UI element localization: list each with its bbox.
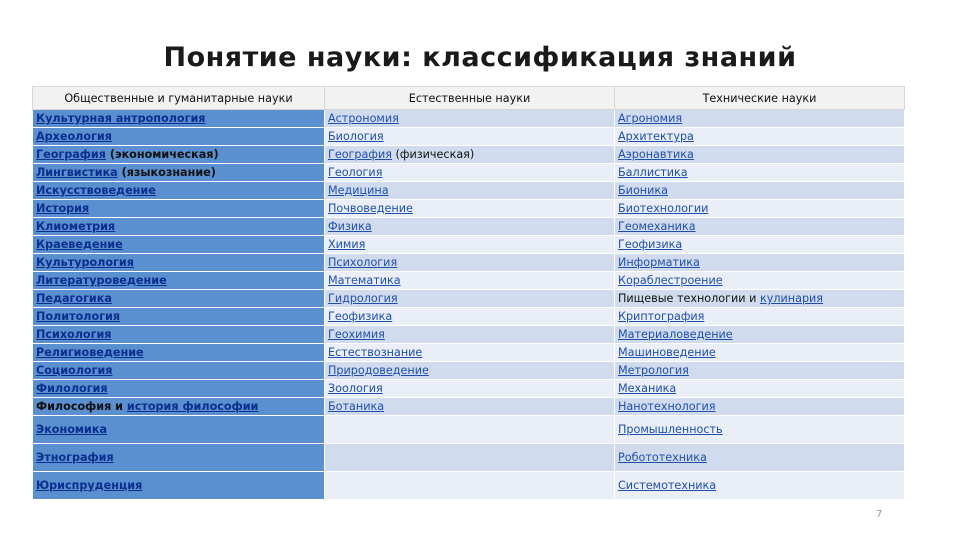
- natural-science-cell: [325, 290, 615, 308]
- natural-science-cell: [325, 128, 615, 146]
- header-natural-sciences: Естественные науки: [325, 87, 615, 110]
- natural-science-link[interactable]: География: [328, 148, 392, 161]
- technical-science-link[interactable]: Машиноведение: [618, 346, 716, 359]
- humanities-link-secondary[interactable]: история философии: [126, 400, 259, 413]
- technical-science-link[interactable]: Системотехника: [618, 479, 717, 492]
- natural-science-link[interactable]: Геология: [328, 166, 383, 179]
- humanities-link[interactable]: Культурная антропология: [36, 112, 206, 125]
- natural-science-link[interactable]: Медицина: [328, 184, 389, 197]
- table-row: [33, 164, 905, 182]
- technical-science-cell: [615, 128, 905, 146]
- natural-science-link[interactable]: Биология: [328, 130, 384, 143]
- humanities-note: (экономическая): [105, 148, 219, 161]
- humanities-cell: [33, 110, 325, 128]
- natural-science-cell: [325, 254, 615, 272]
- technical-science-link[interactable]: Кораблестроение: [618, 274, 723, 287]
- technical-science-cell: [615, 380, 905, 398]
- table-row: [33, 272, 905, 290]
- table-row: [33, 254, 905, 272]
- humanities-cell: [33, 444, 325, 472]
- humanities-link[interactable]: Психология: [36, 328, 112, 341]
- natural-science-link[interactable]: Гидрология: [328, 292, 398, 305]
- technical-science-link[interactable]: Нанотехнология: [618, 400, 716, 413]
- technical-science-cell: [615, 416, 905, 444]
- humanities-cell: [33, 146, 325, 164]
- natural-science-link[interactable]: Астрономия: [328, 112, 399, 125]
- humanities-link[interactable]: Клиометрия: [36, 220, 116, 233]
- technical-science-link[interactable]: Бионика: [618, 184, 668, 197]
- table-row: [33, 344, 905, 362]
- technical-science-cell: [615, 200, 905, 218]
- table-row: [33, 326, 905, 344]
- technical-science-cell: [615, 344, 905, 362]
- humanities-link[interactable]: Политология: [36, 310, 120, 323]
- natural-science-cell: [325, 326, 615, 344]
- technical-science-link[interactable]: Робототехника: [618, 451, 707, 464]
- natural-science-link[interactable]: Химия: [328, 238, 366, 251]
- technical-science-cell: [615, 146, 905, 164]
- humanities-cell: [33, 398, 325, 416]
- table-row: [33, 398, 905, 416]
- technical-science-cell: [615, 218, 905, 236]
- table-row: [33, 362, 905, 380]
- humanities-link[interactable]: Педагогика: [36, 292, 112, 305]
- table-row: [33, 146, 905, 164]
- humanities-link[interactable]: Экономика: [36, 423, 108, 436]
- technical-science-link[interactable]: Баллистика: [618, 166, 688, 179]
- natural-science-cell: [325, 308, 615, 326]
- humanities-cell: [33, 182, 325, 200]
- natural-science-cell: [325, 110, 615, 128]
- natural-science-cell: [325, 272, 615, 290]
- humanities-link[interactable]: География: [36, 148, 106, 161]
- humanities-cell: [33, 416, 325, 444]
- natural-science-link[interactable]: Физика: [328, 220, 372, 233]
- natural-science-link[interactable]: Ботаника: [328, 400, 385, 413]
- natural-science-cell: [325, 398, 615, 416]
- technical-science-cell: [615, 472, 905, 500]
- humanities-link[interactable]: Этнография: [36, 451, 114, 464]
- humanities-cell: [33, 164, 325, 182]
- technical-science-link[interactable]: Архитектура: [618, 130, 694, 143]
- humanities-link[interactable]: Религиоведение: [36, 346, 144, 359]
- humanities-cell: [33, 344, 325, 362]
- humanities-cell: [33, 362, 325, 380]
- slide-title: Понятие науки: классификация знаний: [163, 42, 797, 73]
- humanities-cell: [33, 254, 325, 272]
- technical-science-cell: [615, 254, 905, 272]
- natural-science-link[interactable]: Зоология: [328, 382, 383, 395]
- natural-science-cell: [325, 416, 615, 444]
- humanities-cell: [33, 200, 325, 218]
- humanities-link[interactable]: Искусствоведение: [36, 184, 156, 197]
- technical-science-link[interactable]: Агрономия: [618, 112, 683, 125]
- table-row: [33, 110, 905, 128]
- technical-science-cell: [615, 326, 905, 344]
- humanities-cell: [33, 308, 325, 326]
- natural-science-cell: [325, 164, 615, 182]
- natural-science-link[interactable]: Природоведение: [328, 364, 429, 377]
- technical-science-link[interactable]: Геомеханика: [618, 220, 696, 233]
- humanities-cell: [33, 290, 325, 308]
- humanities-cell: [33, 472, 325, 500]
- natural-science-cell: [325, 472, 615, 500]
- technical-science-cell: [615, 290, 905, 308]
- table-row: [33, 444, 905, 472]
- technical-science-cell: [615, 398, 905, 416]
- technical-science-note: и: [745, 292, 760, 305]
- humanities-cell: [33, 380, 325, 398]
- technical-science-link[interactable]: Материаловедение: [618, 328, 733, 341]
- table-row: [33, 200, 905, 218]
- natural-science-cell: [325, 380, 615, 398]
- technical-science-link[interactable]: Криптография: [618, 310, 705, 323]
- natural-science-cell: [325, 362, 615, 380]
- natural-science-cell: [325, 344, 615, 362]
- technical-science-cell: [615, 182, 905, 200]
- natural-science-cell: [325, 218, 615, 236]
- technical-science-cell: [615, 308, 905, 326]
- technical-science-cell: [615, 362, 905, 380]
- technical-science-link-secondary[interactable]: кулинария: [759, 292, 824, 305]
- natural-science-link[interactable]: Психология: [328, 256, 398, 269]
- page-number: 7: [876, 509, 883, 520]
- humanities-link[interactable]: Социология: [36, 364, 113, 377]
- technical-science-cell: [615, 164, 905, 182]
- table-row: [33, 182, 905, 200]
- table-row: [33, 416, 905, 444]
- technical-science-link[interactable]: Геофизика: [618, 238, 683, 251]
- table-row: [33, 218, 905, 236]
- natural-science-cell: [325, 182, 615, 200]
- humanities-cell: [33, 272, 325, 290]
- natural-science-link[interactable]: Почвоведение: [328, 202, 413, 215]
- table-row: [33, 128, 905, 146]
- natural-science-link[interactable]: Математика: [328, 274, 401, 287]
- table-header-row: [33, 87, 905, 110]
- humanities-link[interactable]: Лингвистика: [36, 166, 118, 179]
- natural-science-cell: [325, 200, 615, 218]
- natural-science-link[interactable]: Геофизика: [328, 310, 393, 323]
- classification-table: [32, 86, 905, 500]
- humanities-link[interactable]: Краеведение: [36, 238, 123, 251]
- technical-science-link[interactable]: Промышленность: [618, 423, 723, 436]
- humanities-cell: [33, 236, 325, 254]
- natural-science-note: (физическая): [391, 148, 475, 161]
- humanities-link[interactable]: Культурология: [36, 256, 134, 269]
- natural-science-cell: [325, 444, 615, 472]
- technical-science-link[interactable]: Аэронавтика: [618, 148, 694, 161]
- table-row: [33, 236, 905, 254]
- table-row: [33, 290, 905, 308]
- technical-science-link[interactable]: Информатика: [618, 256, 700, 269]
- technical-science-text: Пищевые технологии: [618, 292, 746, 305]
- natural-science-cell: [325, 146, 615, 164]
- technical-science-link[interactable]: Биотехнологии: [618, 202, 709, 215]
- humanities-link[interactable]: История: [36, 202, 90, 215]
- humanities-cell: [33, 128, 325, 146]
- humanities-link[interactable]: Филология: [36, 382, 108, 395]
- table-row: [33, 308, 905, 326]
- humanities-note: Философия и: [36, 400, 127, 413]
- humanities-cell: [33, 326, 325, 344]
- humanities-link[interactable]: Юриспруденция: [36, 479, 143, 492]
- header-technical-sciences: Технические науки: [615, 87, 905, 110]
- humanities-cell: [33, 218, 325, 236]
- technical-science-link[interactable]: Метрология: [618, 364, 689, 377]
- technical-science-link[interactable]: Механика: [618, 382, 677, 395]
- natural-science-cell: [325, 236, 615, 254]
- natural-science-link[interactable]: Естествознание: [328, 346, 423, 359]
- header-humanities: Общественные и гуманитарные науки: [33, 87, 325, 110]
- technical-science-cell: [615, 444, 905, 472]
- table-row: [33, 380, 905, 398]
- table-body: [33, 110, 905, 500]
- natural-science-link[interactable]: Геохимия: [328, 328, 385, 341]
- humanities-link[interactable]: Литературоведение: [36, 274, 167, 287]
- table-row: [33, 472, 905, 500]
- humanities-link[interactable]: Археология: [36, 130, 112, 143]
- humanities-note: (языкознание): [117, 166, 216, 179]
- technical-science-cell: [615, 272, 905, 290]
- technical-science-cell: [615, 110, 905, 128]
- technical-science-cell: [615, 236, 905, 254]
